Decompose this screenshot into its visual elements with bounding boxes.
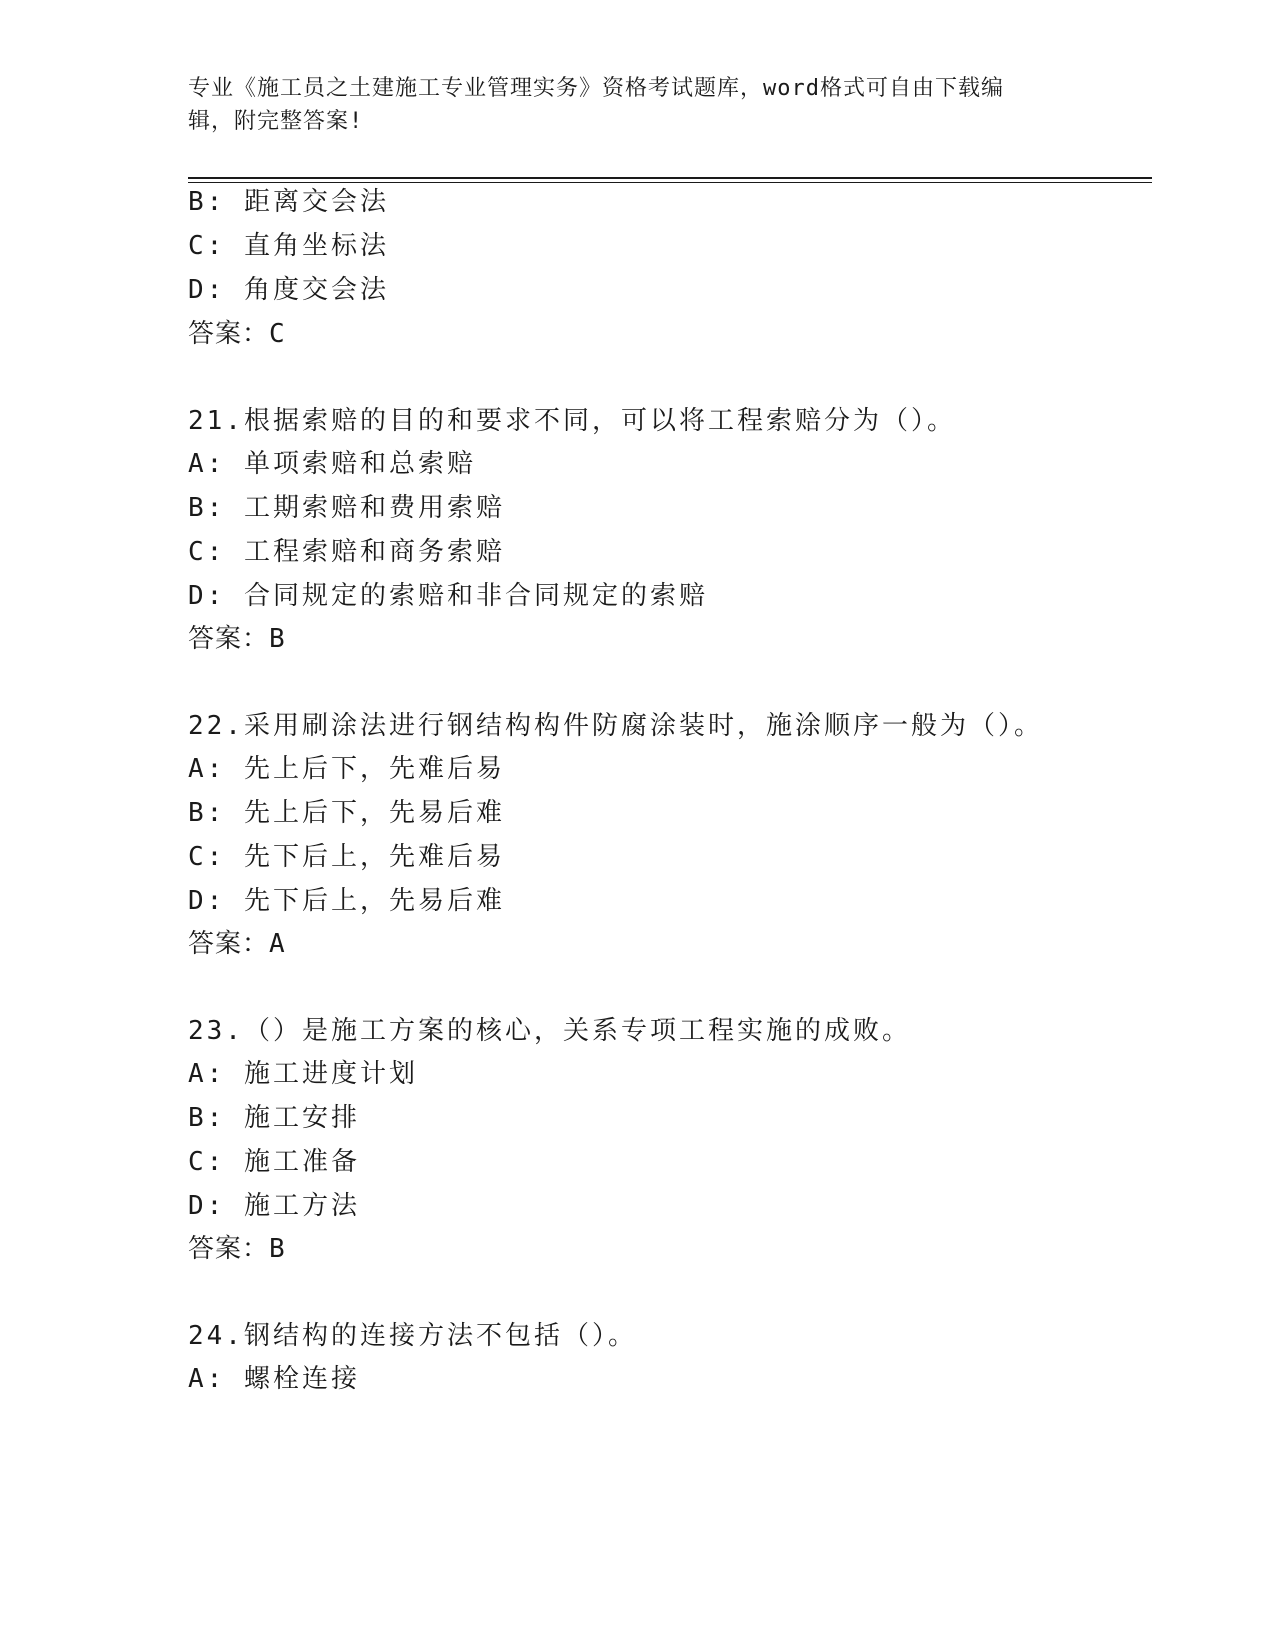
q20-answer: 答案：C: [188, 319, 286, 349]
q20-option-d: D: 角度交会法: [188, 275, 389, 305]
q24-question: 24.钢结构的连接方法不包括（）。: [188, 1321, 637, 1351]
header-line-2: 辑，附完整答案!: [188, 109, 364, 134]
q20-option-c: C: 直角坐标法: [188, 231, 389, 261]
q23-option-a: A: 施工进度计划: [188, 1059, 418, 1089]
q22-option-a: A: 先上后下，先难后易: [188, 754, 505, 784]
page-header: [188, 72, 1068, 138]
q23-option-d: D: 施工方法: [188, 1191, 360, 1221]
q22-question: 22.采用刷涂法进行钢结构构件防腐涂装时，施涂顺序一般为（）。: [188, 711, 1043, 741]
q21-option-b: B: 工期索赔和费用索赔: [188, 493, 505, 523]
q23-option-b: B: 施工安排: [188, 1103, 360, 1133]
q24-option-a: A: 螺栓连接: [188, 1364, 360, 1394]
header-line-1: 专业《施工员之土建施工专业管理实务》资格考试题库，word格式可自由下载编: [188, 76, 1004, 101]
q21-option-d: D: 合同规定的索赔和非合同规定的索赔: [188, 581, 708, 611]
q20-option-b: B: 距离交会法: [188, 187, 389, 217]
q23-answer: 答案：B: [188, 1234, 286, 1264]
q23-option-c: C: 施工准备: [188, 1147, 360, 1177]
q23-question: 23.（）是施工方案的核心，关系专项工程实施的成败。: [188, 1016, 911, 1046]
q22-option-c: C: 先下后上，先难后易: [188, 842, 505, 872]
q21-answer: 答案：B: [188, 624, 286, 654]
q21-option-c: C: 工程索赔和商务索赔: [188, 537, 505, 567]
q22-option-b: B: 先上后下，先易后难: [188, 798, 505, 828]
q21-option-a: A: 单项索赔和总索赔: [188, 449, 476, 479]
q22-answer: 答案：A: [188, 929, 286, 959]
q21-question: 21.根据索赔的目的和要求不同，可以将工程索赔分为（）。: [188, 406, 956, 436]
header-divider-thick: [188, 177, 1152, 179]
q22-option-d: D: 先下后上，先易后难: [188, 886, 505, 916]
header-divider-thin: [188, 182, 1152, 183]
